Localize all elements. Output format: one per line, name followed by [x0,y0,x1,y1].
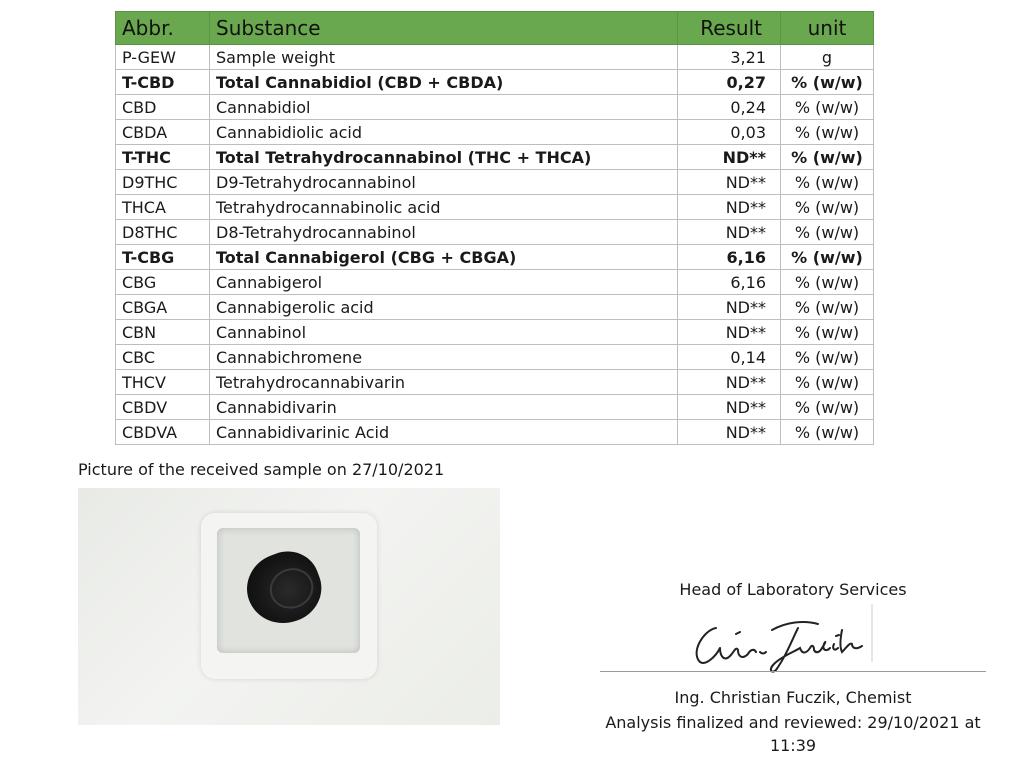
cell-unit: % (w/w) [781,120,874,145]
header-result: Result [678,12,781,45]
table-header-row [116,12,874,45]
cell-substance: Cannabigerolic acid [210,295,678,320]
cell-abbr: CBN [116,320,210,345]
table-row [116,120,874,145]
cell-result: 3,21 [678,45,781,70]
cell-abbr: D8THC [116,220,210,245]
cell-unit: % (w/w) [781,295,874,320]
cell-abbr: CBGA [116,295,210,320]
cell-result: ND** [678,170,781,195]
table-row [116,245,874,270]
cell-unit: % (w/w) [781,220,874,245]
cell-result: ND** [678,195,781,220]
cell-result: ND** [678,395,781,420]
cell-result: 0,27 [678,70,781,95]
sample-tray-well [217,528,360,653]
cell-result: ND** [678,320,781,345]
cell-unit: % (w/w) [781,320,874,345]
table-row [116,420,874,445]
picture-caption: Picture of the received sample on 27/10/2021 [78,460,445,479]
table-row [116,70,874,95]
sample-photo [78,488,500,725]
cell-unit: % (w/w) [781,70,874,95]
header-substance: Substance [210,12,678,45]
cell-result: ND** [678,145,781,170]
cell-result: ND** [678,295,781,320]
cell-result: 6,16 [678,270,781,295]
table-row [116,195,874,220]
cell-substance: Cannabidiol [210,95,678,120]
cell-result: 0,14 [678,345,781,370]
cell-unit: % (w/w) [781,245,874,270]
cell-unit: % (w/w) [781,270,874,295]
cell-substance: Tetrahydrocannabivarin [210,370,678,395]
sample-material-highlight [264,562,319,615]
cell-unit: % (w/w) [781,170,874,195]
cell-substance: Cannabidivarinic Acid [210,420,678,445]
signature-line [600,671,986,672]
handwritten-signature [676,600,892,676]
cell-substance: Cannabidivarin [210,395,678,420]
cell-substance: Tetrahydrocannabinolic acid [210,195,678,220]
chemist-name: Ing. Christian Fuczik, Chemist [674,688,912,707]
cell-substance: Total Tetrahydrocannabinol (THC + THCA) [210,145,678,170]
table-row [116,95,874,120]
header-abbr: Abbr. [116,12,210,45]
cell-substance: Cannabichromene [210,345,678,370]
table-row [116,170,874,195]
header-unit: unit [781,12,874,45]
table-row [116,320,874,345]
cell-result: ND** [678,220,781,245]
cell-abbr: THCV [116,370,210,395]
cell-abbr: CBD [116,95,210,120]
cell-unit: % (w/w) [781,370,874,395]
cell-substance: Sample weight [210,45,678,70]
cell-abbr: CBDA [116,120,210,145]
finalized-statement: Analysis finalized and reviewed: 29/10/2021 at 11:39 [605,713,981,755]
cell-result: 0,24 [678,95,781,120]
cell-substance: D9-Tetrahydrocannabinol [210,170,678,195]
sample-material [237,542,330,633]
cell-result: 0,03 [678,120,781,145]
table-row [116,395,874,420]
cell-abbr: P-GEW [116,45,210,70]
sample-tray [201,513,377,679]
cell-unit: % (w/w) [781,145,874,170]
cell-substance: Cannabidiolic acid [210,120,678,145]
cell-unit: % (w/w) [781,420,874,445]
cell-substance: Cannabinol [210,320,678,345]
table-row [116,345,874,370]
cell-unit: % (w/w) [781,345,874,370]
cell-substance: Total Cannabidiol (CBD + CBDA) [210,70,678,95]
table-row [116,145,874,170]
cell-result: ND** [678,370,781,395]
cell-unit: % (w/w) [781,195,874,220]
table-row [116,370,874,395]
cell-abbr: T-CBD [116,70,210,95]
cell-abbr: T-THC [116,145,210,170]
table-row [116,270,874,295]
cell-abbr: T-CBG [116,245,210,270]
cell-abbr: CBC [116,345,210,370]
cell-substance: Cannabigerol [210,270,678,295]
cell-result: ND** [678,420,781,445]
results-table [115,11,874,445]
signature-title: Head of Laboratory Services [679,580,907,599]
cell-substance: Total Cannabigerol (CBG + CBGA) [210,245,678,270]
cell-abbr: D9THC [116,170,210,195]
table-row [116,220,874,245]
table-row [116,295,874,320]
cell-abbr: THCA [116,195,210,220]
cell-unit: % (w/w) [781,95,874,120]
cell-abbr: CBDVA [116,420,210,445]
cell-unit: g [781,45,874,70]
cell-abbr: CBG [116,270,210,295]
cell-substance: D8-Tetrahydrocannabinol [210,220,678,245]
table-row [116,45,874,70]
results-body [116,45,874,445]
cell-unit: % (w/w) [781,395,874,420]
cell-result: 6,16 [678,245,781,270]
cell-abbr: CBDV [116,395,210,420]
